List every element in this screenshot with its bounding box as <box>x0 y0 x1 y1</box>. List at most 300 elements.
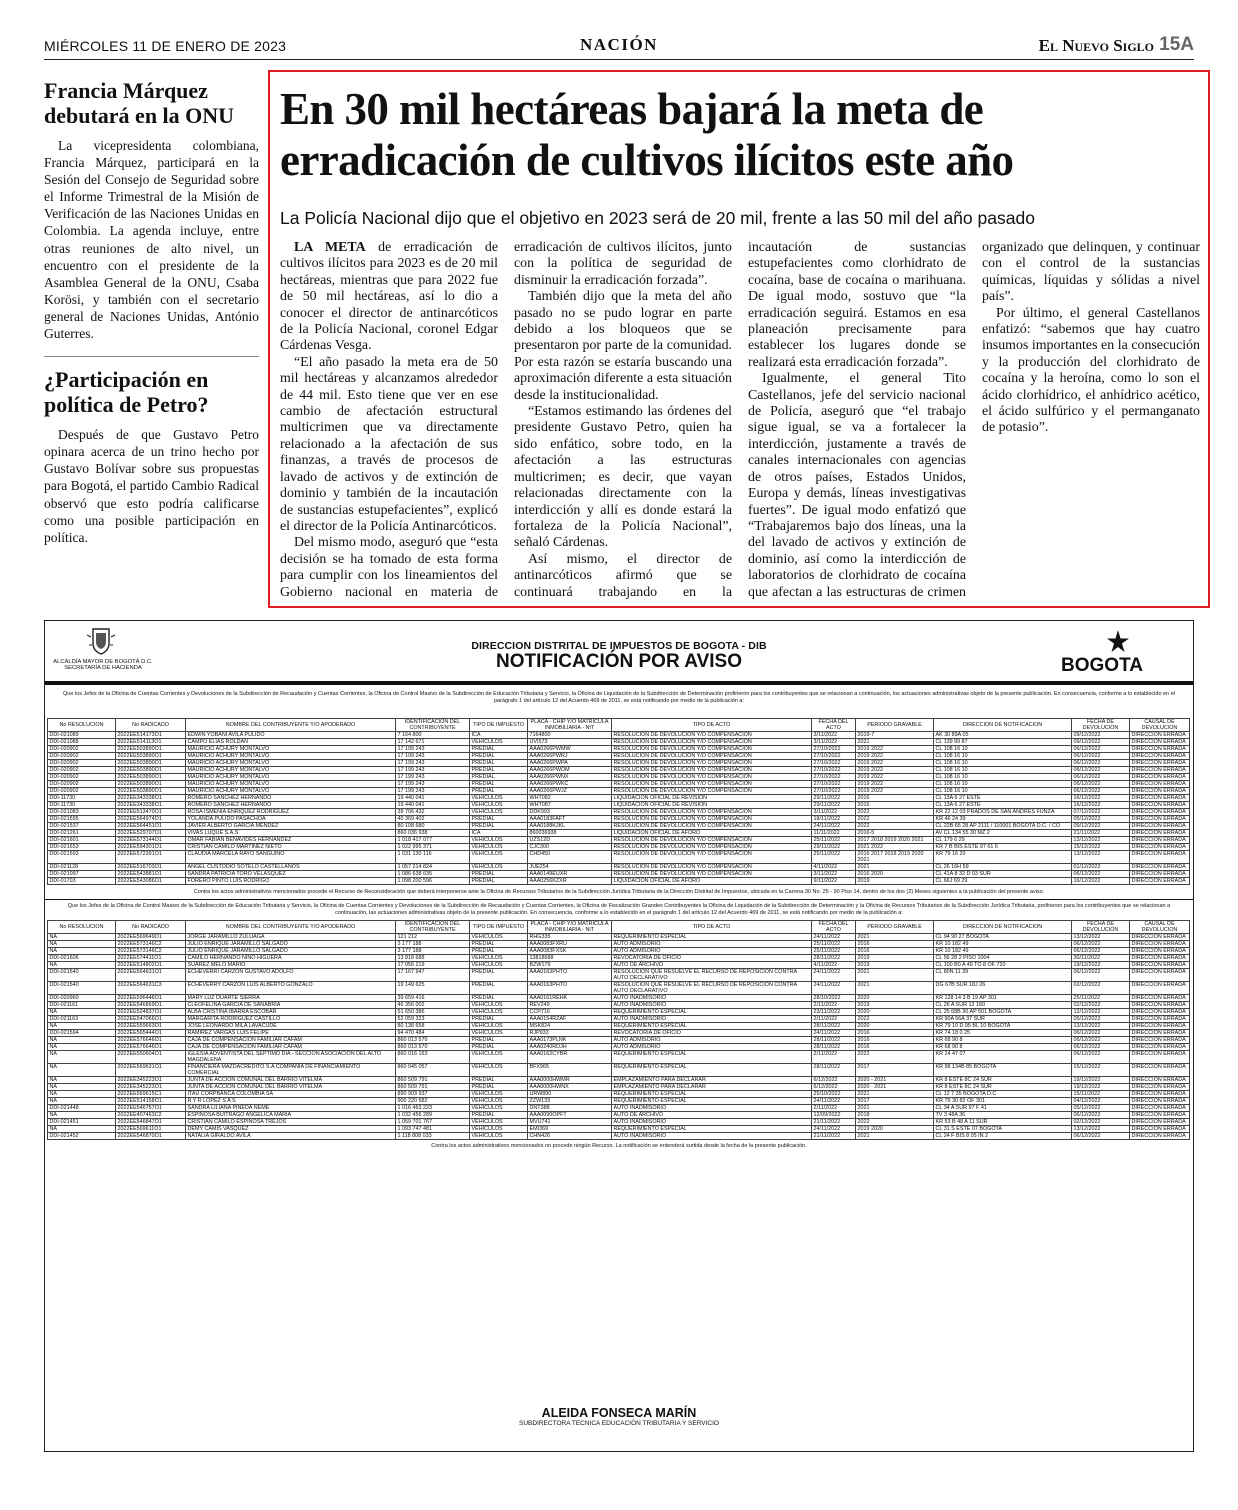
table-cell: 2020 <box>856 1009 934 1016</box>
table-cell: RHG335 <box>528 934 612 941</box>
table-cell: JULIO ENRIQUE JARAMILLO SALGADO <box>186 941 396 948</box>
table-cell: DIRECCION ERRADA <box>1130 962 1190 969</box>
table-cell: 17 199 243 <box>396 746 470 753</box>
table-cell: NA <box>48 1009 116 1016</box>
table-cell: DDI-021593 <box>48 851 116 864</box>
table-cell: DDI-021448 <box>48 1105 116 1112</box>
table-cell: AUTO INADMISORIO <box>612 1119 812 1126</box>
table-cell: 2019 2022 <box>856 788 934 795</box>
table-cell: DIRECCION ERRADA <box>1130 878 1190 885</box>
table-cell: 2022EE343338O1 <box>116 802 186 809</box>
table-cell: 06/12/2022 <box>1072 767 1130 774</box>
article-paragraph: Del mismo modo, aseguró que “esta decisión se ha tomado de esta forma para cumplir con los lineamientos del Gobierno nacional en materia de erradicación de cultivos ilícitos, junto con la política de seguridad de disminuir la erradicación forzada”. <box>280 240 732 600</box>
table-cell: CL 108 16 10 <box>934 760 1072 767</box>
table-cell: NA <box>48 1084 116 1091</box>
table-cell: CL 139 99 87 <box>934 739 1072 746</box>
table-cell: 17 142 671 <box>396 739 470 746</box>
table-cell: 16/12/2022 <box>1072 795 1130 802</box>
table-cell: 28/11/2022 <box>812 1037 856 1044</box>
table-cell: VEHICULOS <box>470 934 528 941</box>
table-cell: KR 79 30 82 OF 301 <box>934 1098 1072 1105</box>
table-cell: PREDIAL <box>470 816 528 823</box>
table-row <box>48 1077 1190 1084</box>
table-cell: 2022EE503890O1 <box>116 767 186 774</box>
table-cell: DDI-021261 <box>48 830 116 837</box>
table-cell: 2021 <box>856 969 934 982</box>
table-cell: DDI-021161 <box>48 1002 116 1009</box>
table-row <box>48 948 1190 955</box>
sidebar-body-2: Después de que Gustavo Petro opinara acerca de un trino hecho por Gustavo Bolívar sobre sus propuestas para Bogotá, el partido Cambio Radical observó que esto podría calificarse como una posible participación en política. <box>44 427 259 545</box>
table-cell: RJP933 <box>528 1030 612 1037</box>
table-cell: RESOLUCION DE DEVOLUCION Y/O COMPENSACION <box>612 781 812 788</box>
notice-title: NOTIFICACIÓN POR AVISO <box>496 651 742 672</box>
table-cell: 19 440 041 <box>396 795 470 802</box>
table-cell: VEHICULOS <box>470 1051 528 1064</box>
table-cell: DDI-11730 <box>48 802 116 809</box>
table-cell: ECHEVERRI CARZON GUSTAVO ADOLFO <box>186 969 396 982</box>
table-cell: 02/12/2022 <box>1072 982 1130 995</box>
table-cell: 24/11/2022 <box>812 1126 856 1133</box>
table-row <box>48 995 1190 1002</box>
table-cell: 7164800 <box>528 732 612 739</box>
table-cell: ROMERO SANCHEZ HERNANDO <box>186 795 396 802</box>
table-cell: ICA <box>470 732 528 739</box>
table-row <box>48 830 1190 837</box>
table-cell: 2022EE564451O1 <box>116 823 186 830</box>
table-cell: AAA0000HWNX <box>528 1084 612 1091</box>
table-cell: 2018 <box>856 1112 934 1119</box>
table-row <box>48 851 1190 864</box>
column-header: TIPO DE IMPUESTO <box>470 719 528 732</box>
table-cell: JUE254 <box>528 864 612 871</box>
table-cell: MAURICIO ACHURY MONTALVO <box>186 746 396 753</box>
table-cell: KR 7 B BIS ESTE 97 61 6 <box>934 844 1072 851</box>
table-cell: 860 016 163 <box>396 1051 470 1064</box>
table-cell: 16/12/2022 <box>1072 878 1130 885</box>
table-cell: KR 128 14 3 B 19 AP 301 <box>934 995 1072 1002</box>
table-row <box>48 1064 1190 1077</box>
table-cell: PREDIAL <box>470 995 528 1002</box>
table-cell: 13/12/2022 <box>1072 934 1130 941</box>
table-cell: KR 22 12 03 PRADOS DE SAN ANDRES FUNZA <box>934 809 1072 816</box>
table-cell: REQUERIMIENTO ESPECIAL <box>612 1009 812 1016</box>
table-cell: 2020 <box>856 995 934 1002</box>
table-cell: AUTO INADMISORIO <box>612 1002 812 1009</box>
table-cell: 25/11/2022 <box>812 941 856 948</box>
table-cell: WHT082 <box>528 795 612 802</box>
table-cell: KR 90A 56A 37 SUR <box>934 1016 1072 1023</box>
table-cell: 2022EE503890O1 <box>116 760 186 767</box>
table-cell: EDWIN YOBANI AVILA PULIDO <box>186 732 396 739</box>
table-cell: EMI369 <box>528 1126 612 1133</box>
table-cell: R Y R LOPEZ S A S <box>186 1098 396 1105</box>
table-cell: DNT388 <box>528 1105 612 1112</box>
table-cell: 19 149 625 <box>396 982 470 995</box>
table-row <box>48 1044 1190 1051</box>
table-cell: NA <box>48 1044 116 1051</box>
table-cell: 2022EE343338O1 <box>116 795 186 802</box>
table-cell: DIRECCION ERRADA <box>1130 969 1190 982</box>
table-cell: 17 056 219 <box>396 962 470 969</box>
issue-date: MIÉRCOLES 11 DE ENERO DE 2023 <box>44 38 287 54</box>
table-cell: AAA0163PHTO <box>528 969 612 982</box>
table-cell: CL 108 16 10 <box>934 781 1072 788</box>
table-row <box>48 1009 1190 1016</box>
table-cell: DIRECCION ERRADA <box>1130 830 1190 837</box>
table-cell: PREDIAL <box>470 1084 528 1091</box>
table-cell: 07/12/2022 <box>1072 809 1130 816</box>
table-cell: 890 903 937 <box>396 1091 470 1098</box>
table-cell: NATALIA GIRALDO AVILA <box>186 1133 396 1140</box>
table-cell: DIRECCION ERRADA <box>1130 837 1190 844</box>
table-cell: 06/12/2022 <box>1072 1030 1130 1037</box>
table-cell: RESOLUCION DE DEVOLUCION Y/O COMPENSACION <box>612 851 812 864</box>
table-cell: 25/11/2022 <box>1072 995 1130 1002</box>
table-row <box>48 767 1190 774</box>
table-cell: DDI-021128 <box>48 864 116 871</box>
table-cell: 19 440 041 <box>396 802 470 809</box>
table-cell: 02/12/2022 <box>1072 1002 1130 1009</box>
table-cell: 28/11/2022 <box>812 955 856 962</box>
table-cell: 27/10/2022 <box>812 781 856 788</box>
column-header: DIRECCION DE NOTIFICACION <box>934 719 1072 732</box>
table-cell: 24/11/2022 <box>812 1030 856 1037</box>
table-cell: 900 220 582 <box>396 1098 470 1105</box>
table-cell: 01/12/2022 <box>1072 864 1130 871</box>
table-cell: 2022 <box>856 809 934 816</box>
table-cell: 2022EE503890O1 <box>116 753 186 760</box>
tax-notice <box>44 620 1194 1452</box>
table-cell: DDI-021083 <box>48 809 116 816</box>
table-cell: CL 24 F BIS 8 05 IN 2 <box>934 1133 1072 1140</box>
table-cell: 2016 <box>856 941 934 948</box>
table-cell: PREDIAL <box>470 1037 528 1044</box>
bogota-brand: BOGOTA <box>1061 655 1143 676</box>
table-cell: CRISTIAN CAMILO MARTINEZ NIETO <box>186 844 396 851</box>
table-cell: NA <box>48 1126 116 1133</box>
table-cell: DIRECCION ERRADA <box>1130 739 1190 746</box>
table-cell: 2021 <box>856 1091 934 1098</box>
table-cell: SANDRA LILIANA PINEDA NEME <box>186 1105 396 1112</box>
table-cell: AAA0162CYBR <box>528 1051 612 1064</box>
table-cell: 2022EE573146C2 <box>116 941 186 948</box>
table-row <box>48 1023 1190 1030</box>
table-cell: 23/11/2022 <box>812 1009 856 1016</box>
table-cell: 13818688 <box>528 955 612 962</box>
table-cell: 2016 <box>856 1037 934 1044</box>
table-cell: DIRECCION ERRADA <box>1130 781 1190 788</box>
table-cell: CL 26 16H 59 <box>934 864 1072 871</box>
table-cell: 27/10/2022 <box>812 774 856 781</box>
table-cell: 3/11/2022 <box>812 809 856 816</box>
table-cell: 21/11/2022 <box>812 1133 856 1140</box>
table-cell: 29/11/2022 <box>812 844 856 851</box>
table-cell: 2021 <box>856 864 934 871</box>
table-cell: DIRECCION ERRADA <box>1130 871 1190 878</box>
table-cell: 2016-5 <box>856 830 934 837</box>
table-cell: 2019-7 <box>856 732 934 739</box>
table-cell: 2022EE345223O1 <box>116 1077 186 1084</box>
column-header: PERIODO GRAVABLE <box>856 921 934 934</box>
table-cell: 2021 2022 <box>856 844 934 851</box>
column-header: CAUSAL DE DEVOLUCION <box>1130 719 1190 732</box>
table-cell: DIRECCION ERRADA <box>1130 1051 1190 1064</box>
table-cell: DIRECCION ERRADA <box>1130 823 1190 830</box>
table-row <box>48 746 1190 753</box>
table-cell: CJC300 <box>528 844 612 851</box>
table-cell: 2022EE514802O1 <box>116 962 186 969</box>
table-cell: DDI-021163 <box>48 1016 116 1023</box>
table-cell: 06/12/2022 <box>1072 941 1130 948</box>
table-cell: VEHICULOS <box>470 1105 528 1112</box>
table-cell: AUTO INADMISORIO <box>612 1105 812 1112</box>
table-cell: 4/11/2022 <box>812 864 856 871</box>
table-cell: NA <box>48 1112 116 1119</box>
table-cell: 3 177 188 <box>396 948 470 955</box>
table-cell: 2022EE516703O1 <box>116 864 186 871</box>
table-cell: EMPLAZAMIENTO PARA DECLARAR <box>612 1084 812 1091</box>
table-cell: DIRECCION ERRADA <box>1130 1084 1190 1091</box>
table-cell: VEHICULOS <box>470 1119 528 1126</box>
table-cell: DIRECCION ERRADA <box>1130 1077 1190 1084</box>
table-cell: DIRECCION ERRADA <box>1130 982 1190 995</box>
table-cell: 2/11/2022 <box>812 1002 856 1009</box>
table-cell: 2019 2022 <box>856 767 934 774</box>
table-cell: 1 086 638 635 <box>396 871 470 878</box>
article-paragraph: Igualmente, el general Tito Castellanos, jefe del servicio nacional de Policía, aseguró que “el trabajo sigue igual, se va a fortalecer la interdicción, justamente a través de canales internacionales con agencias de otros países, Estados Unidos, Europa y demás, líneas investigativas fuertes”. De igual modo enfatizó que “Trabajaremos bajo dos líneas, una la del lavado de activos y extinción de dominio, así como la interdicción de laboratorios de clorhidrato de cocaína que afectan a las estructuras de crimen organizado que delinquen, y continuar con el control de la sustancias químicas, líquidas y sólidas a nivel país”. <box>748 240 1200 600</box>
table-cell: AAA0266PWNX <box>528 774 612 781</box>
table-cell: 2022EE543086O1 <box>116 878 186 885</box>
table-cell: VEHICULOS <box>470 1002 528 1009</box>
table-cell: AUTO INADMISORIO <box>612 995 812 1002</box>
table-cell: PREDIAL <box>470 823 528 830</box>
table-row <box>48 934 1190 941</box>
sidebar-divider <box>44 356 259 357</box>
table-cell: CL 34 A SUR 97 F 41 <box>934 1105 1072 1112</box>
column-header: No RADICADO <box>116 921 186 934</box>
table-cell: DDI-021653 <box>48 844 116 851</box>
table-cell: AAA0083FXSK <box>528 948 612 955</box>
table-cell: ROMERO SANCHEZ HERNANDO <box>186 802 396 809</box>
table-cell: MARY LUZ DUARTE SIERRA <box>186 995 396 1002</box>
table-row <box>48 962 1190 969</box>
table-cell: ECHEVERRY CARZON LUIS ALBERTO GONZALO <box>186 982 396 995</box>
table-cell: 2/11/2022 <box>812 1051 856 1064</box>
table-cell: 28/11/2022 <box>812 1044 856 1051</box>
table-cell: JUNTA DE ACCION COMUNAL DEL BARRIO VITELMA <box>186 1077 396 1084</box>
table-cell: PREDIAL <box>470 969 528 982</box>
table-cell: 27/10/2022 <box>812 767 856 774</box>
table-cell: DIRECCION ERRADA <box>1130 1126 1190 1133</box>
table-cell: 17 199 243 <box>396 781 470 788</box>
table-cell: EMPLAZAMIENTO PARA DECLARAR <box>612 1077 812 1084</box>
table-cell: DDI-020902 <box>48 760 116 767</box>
table-cell: CL 13A 6 27 ESTE <box>934 795 1072 802</box>
column-header: FECHA DEL ACTO <box>812 719 856 732</box>
table-cell: AAA0240RDJH <box>528 1044 612 1051</box>
table-cell: 12/12/2022 <box>1072 1009 1130 1016</box>
table-cell: AAA0266PWPA <box>528 760 612 767</box>
table-cell: 9/11/2022 <box>812 878 856 885</box>
table-cell: KR 8 ESTE 8C 24 SUR <box>934 1084 1072 1091</box>
table-cell: AUTO INADMISORIO <box>612 1016 812 1023</box>
table-cell: PREDIAL <box>470 871 528 878</box>
table-cell: AAA0083FXRU <box>528 941 612 948</box>
table-row <box>48 969 1190 982</box>
table-cell: KR 68 90 8 <box>934 1044 1072 1051</box>
table-row <box>48 864 1190 871</box>
page-header <box>44 34 1194 60</box>
table-cell: AAA0163PHTO <box>528 982 612 995</box>
table-cell: KR 98 134B 85 BOGOTA <box>934 1064 1072 1077</box>
column-header: CAUSAL DE DEVOLUCION <box>1130 921 1190 934</box>
table-cell: REQUERIMIENTO ESPECIAL <box>612 1051 812 1064</box>
table-cell: CRISTIAN CAMILO ESPINOSA TREJOS <box>186 1119 396 1126</box>
table-cell: CAMPO ELIAS ROLDAN <box>186 739 396 746</box>
column-header: NOMBRE DEL CONTRIBUYENTE Y/O APODERADO <box>186 719 396 732</box>
table-cell: 24/11/2022 <box>812 982 856 995</box>
table-cell: IGLESIA ADVENTISTA DEL SEPTIMO DIA - SECCION ASOCIACION DEL ALTO MAGDALENA <box>186 1051 396 1064</box>
table-cell: AAA0173PLNK <box>528 1037 612 1044</box>
table-cell: MARGARITA RODRIGUEZ CASTILLO <box>186 1016 396 1023</box>
table-cell: 05/12/2022 <box>1072 1016 1130 1023</box>
table-cell: AAA0188KJKL <box>528 823 612 830</box>
table-cell: 1 016 463 223 <box>396 1105 470 1112</box>
table-cell: CL 12 7 35 BOGOTA D.C <box>934 1091 1072 1098</box>
table-cell: NA <box>48 948 116 955</box>
table-cell: VEHICULOS <box>470 837 528 844</box>
table-cell: VEHICULOS <box>470 955 528 962</box>
table-row <box>48 878 1190 885</box>
table-cell: DIRECCION ERRADA <box>1130 753 1190 760</box>
table-cell: JULIO ENRIQUE JARAMILLO SALGADO <box>186 948 396 955</box>
table-cell: NA <box>48 1091 116 1098</box>
table-cell: 2019 <box>856 955 934 962</box>
table-cell: 06/12/2022 <box>1072 774 1130 781</box>
table-cell: DDI-11730 <box>48 795 116 802</box>
table-cell: 2/11/2022 <box>812 1016 856 1023</box>
table-cell: 860 013 570 <box>396 1044 470 1051</box>
table-cell: 2022EE514158O1 <box>116 1098 186 1105</box>
table-cell: AAA0000HWMR <box>528 1077 612 1084</box>
table-cell: DIRECCION ERRADA <box>1130 1030 1190 1037</box>
table-cell: 2022EE524837O1 <box>116 1009 186 1016</box>
table-header-row <box>48 719 1190 732</box>
table-cell: 3 177 188 <box>396 941 470 948</box>
table-row <box>48 1133 1190 1140</box>
table-cell: 2022EE569631O1 <box>116 1064 186 1077</box>
table-cell: DIRECCION ERRADA <box>1130 788 1190 795</box>
table-cell: 860 509 791 <box>396 1084 470 1091</box>
table-cell: 06/12/2022 <box>1072 1133 1130 1140</box>
table-cell: BZW179 <box>528 962 612 969</box>
star-icon <box>1105 629 1131 655</box>
table-cell: 11/11/2022 <box>812 830 856 837</box>
table-cell: RESOLUCION DE DEVOLUCION Y/O COMPENSACION <box>612 871 812 878</box>
table-cell: CL 108 16 10 <box>934 788 1072 795</box>
table-cell: DIRECCION ERRADA <box>1130 1133 1190 1140</box>
table-cell: KR 10 182 49 <box>934 948 1072 955</box>
table-cell: CAJA DE COMPENSACION FAMILIAR CAFAM <box>186 1037 396 1044</box>
table-cell: DDI-020902 <box>48 746 116 753</box>
table-cell: 2022EE546847O1 <box>116 1119 186 1126</box>
table-cell: NA <box>48 1098 116 1105</box>
table-row <box>48 760 1190 767</box>
table-row <box>48 982 1190 995</box>
table-cell: 06/12/2022 <box>1072 788 1130 795</box>
sidebar <box>44 78 259 546</box>
table-cell: 24/11/2022 <box>812 1098 856 1105</box>
table-cell: CAMILO HERNANDO NIÑO HIGUERA <box>186 955 396 962</box>
table-cell: 2022EE564631C3 <box>116 982 186 995</box>
table-cell: VIVAS LUQUE S.A.S <box>186 830 396 837</box>
table-cell: DIRECCION ERRADA <box>1130 1091 1190 1098</box>
table-cell: MSK824 <box>528 1023 612 1030</box>
section-name: NACIÓN <box>580 35 658 54</box>
table-cell: RESOLUCION DE DEVOLUCION Y/O COMPENSACION <box>612 788 812 795</box>
table-cell: RESOLUCION DE DEVOLUCION Y/O COMPENSACION <box>612 809 812 816</box>
table-cell: 17 199 243 <box>396 760 470 767</box>
table-cell: DIRECCION ERRADA <box>1130 1023 1190 1030</box>
table-cell: 2022EE529707O1 <box>116 830 186 837</box>
article-paragraph: “El año pasado la meta era de 50 mil hectáreas y alcanzamos alrededor de 44 mil. Esto tiene que ver en ese cambio de afectación estructural multicrimen que va directamente relacionado a la afectación de sus finanzas, a través de procesos de lavado de activos y de extinción de dominio y también de la incautación de sustancias estupefacientes”, explicó el director de la Policía Antinarcóticos. <box>280 354 498 534</box>
table-row <box>48 844 1190 851</box>
table-cell: CL 94 90 27 BOGOTA <box>934 934 1072 941</box>
table-row <box>48 837 1190 844</box>
table-cell: ICA <box>470 830 528 837</box>
table-cell: 2022EE407463C2 <box>116 1112 186 1119</box>
table-cell: 28/11/2022 <box>812 1023 856 1030</box>
sidebar-body-1: La vicepresidenta colombiana, Francia Márquez, participará en la Sesión del Consejo de Seguridad sobre el Informe Trimestral de la Misión de Verificación de las Naciones Unidas en Colombia. La agenda incluye, entre otras reuniones de alto nivel, un encuentro con el presidente de la Asamblea General de la ONU, Csaba Korösi, y también con el secretario general de Naciones Unidas, António Guterres. <box>44 138 259 342</box>
table-row <box>48 802 1190 809</box>
table-row <box>48 732 1190 739</box>
table-cell: CL 26 A SUR 12 160 <box>934 1002 1072 1009</box>
table-cell: AUTO INADMISORIO <box>612 1133 812 1140</box>
table-cell: 2020 <box>856 1023 934 1030</box>
table-cell: DDI-021451 <box>48 1119 116 1126</box>
table-cell: 2019 <box>856 878 934 885</box>
table-cell: PREDIAL <box>470 774 528 781</box>
table-cell: LIQUIDACION OFICIAL DE AFORO <box>612 830 812 837</box>
table-cell: 2016 <box>856 948 934 955</box>
table-cell: AAA0266PWMW <box>528 746 612 753</box>
notice-directorate: DIRECCION DISTRITAL DE IMPUESTOS DE BOGOTA - DIB <box>471 640 767 652</box>
table-cell: 860 509 791 <box>396 1077 470 1084</box>
table-row <box>48 739 1190 746</box>
table-cell: 17 199 243 <box>396 788 470 795</box>
table-cell: 2022 <box>856 816 934 823</box>
table-row <box>48 788 1190 795</box>
table-cell: AK 30 89A 05 <box>934 732 1072 739</box>
table-cell: 1 032 456 289 <box>396 1112 470 1119</box>
table-row <box>48 871 1190 878</box>
table-cell: REQUERIMIENTO ESPECIAL <box>612 1126 812 1133</box>
table-cell: 15/11/2022 <box>1072 1091 1130 1098</box>
table-cell: DIRECCION ERRADA <box>1130 1009 1190 1016</box>
table-cell: 2022EE565444O1 <box>116 1030 186 1037</box>
table-cell: SANDRA PATRICIA TORO VELASQUEZ <box>186 871 396 878</box>
table-cell: CL 66J 69 29 <box>934 878 1072 885</box>
table-cell: VEHICULOS <box>470 962 528 969</box>
table-cell: NA <box>48 1051 116 1064</box>
table-cell: AUTO ADMISORIO <box>612 1044 812 1051</box>
newspaper-name: El Nuevo Siglo <box>1038 36 1154 55</box>
table-cell: CL 31 S ESTE 07 BOGOTA <box>934 1126 1072 1133</box>
table-cell: 2022EE576646O1 <box>116 1044 186 1051</box>
table-cell: 12/09/2022 <box>812 1112 856 1119</box>
table-cell: DIRECCION ERRADA <box>1130 1112 1190 1119</box>
table-cell: 25/10/2022 <box>812 1091 856 1098</box>
